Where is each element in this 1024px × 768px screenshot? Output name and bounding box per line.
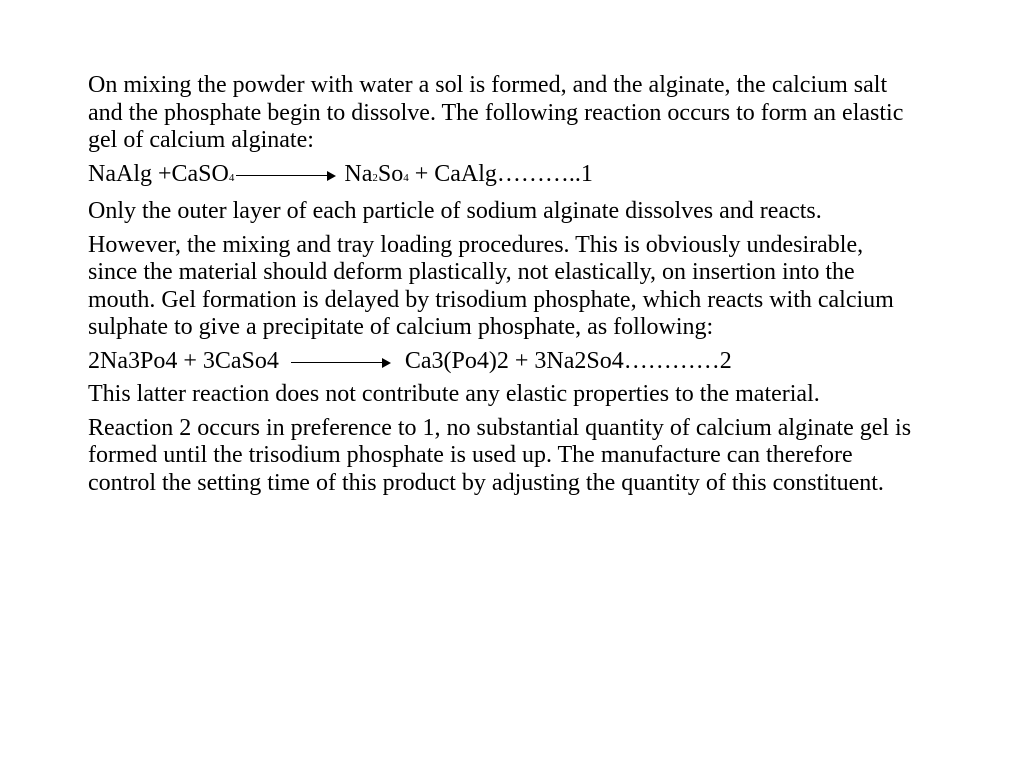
- reaction-arrow-icon: [236, 171, 336, 181]
- reaction-arrow-icon: [291, 358, 391, 368]
- paragraph-latter-reaction: This latter reaction does not contribute any elastic properties to the material.: [88, 381, 820, 407]
- equation-2: [88, 348, 918, 376]
- slide-body: [88, 72, 918, 503]
- paragraph-reaction-2: Reaction 2 occurs in preference to 1, no substantial quantity of calcium alginate gel is formed until the trisodium phosphate is used up. The manufacture can therefore control the setting time of this product by adjusting the quantity of this constituent.: [88, 414, 912, 496]
- paragraph-intro: On mixing the powder with water a sol is formed, and the alginate, the calcium salt and the phosphate begin to dissolve. The following reaction occurs to form an elastic gel of calcium alginate:: [88, 72, 904, 153]
- equation-1-products-rest: + CaAlg………..1: [408, 160, 593, 187]
- equation-1-reactants-subscript: 4: [228, 171, 235, 184]
- equation-1-product-so-subscript: 4: [403, 171, 409, 184]
- equation-1-product-so: So: [377, 160, 404, 187]
- equation-2-reactants: 2Na3Po4 + 3CaSo4: [88, 347, 279, 374]
- equation-1-reactants: NaAlg +CaSO: [88, 160, 229, 187]
- paragraph-mixing: However, the mixing and tray loading procedures. This is obviously undesirable, since the material should deform plastically, not elastically, on insertion into the mouth. Gel formation is delayed by trisodium phosphate, which reacts with calcium sulphate to give a precipitate of calcium phosphate, as following:: [88, 231, 894, 340]
- equation-2-products: Ca3(Po4)2 + 3Na2So4…………2: [404, 347, 732, 374]
- paragraph-outer-layer: Only the outer layer of each particle of sodium alginate dissolves and reacts.: [88, 198, 822, 224]
- equation-1-product-na-subscript: 2: [372, 171, 378, 184]
- equation-1-product-na: Na: [344, 160, 373, 187]
- equation-1: [88, 161, 918, 193]
